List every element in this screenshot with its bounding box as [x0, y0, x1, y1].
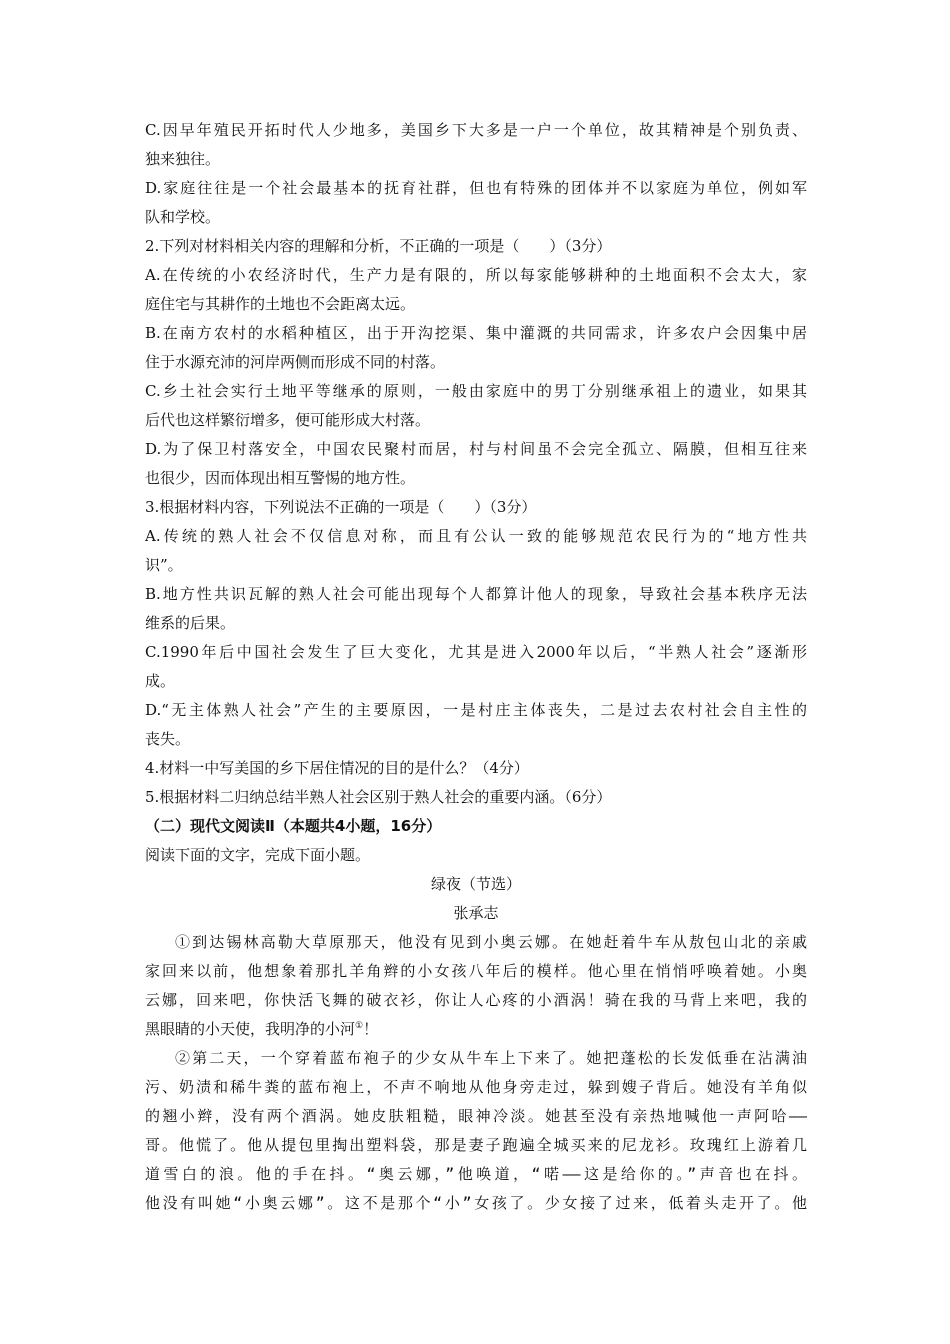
story-p2-line6: 他没有叫她“小奥云娜”。这不是那个“小”女孩了。少女接了过来，低着头走开了。他 [145, 1194, 807, 1212]
story-p1-line1: ①到达锡林高勒大草原那天，他没有见到小奥云娜。在她赶着牛车从敖包山北的亲戚 [175, 933, 807, 951]
story-p1-line2: 家回来以前，他想象着那扎羊角辫的小女孩八年后的模样。他心里在悄悄呼唤着她。小奥 [145, 962, 807, 980]
section-instruction: 阅读下面的文字，完成下面小题。 [145, 846, 371, 864]
story-p2-line5: 道雪白的浪。他的手在抖。“奥云娜，”他唤道，“喏——这是给你的。”声音也在抖。 [145, 1165, 807, 1183]
q4-question: 4.材料一中写美国的乡下居住情况的目的是什么？（4分） [145, 759, 529, 777]
q2-option-d-line2: 也很少，因而体现出相互警惕的地方性。 [145, 469, 416, 487]
q2-option-d-line1: D.为了保卫村落安全，中国农民聚村而居，村与村间虽不会完全孤立、隔膜，但相互往来 [145, 440, 807, 458]
story-p2-line1: ②第二天，一个穿着蓝布袍子的少女从牛车上下来了。她把蓬松的长发低垂在沾满油 [175, 1049, 807, 1067]
q3-option-b-line2: 维系的后果。 [145, 614, 236, 632]
q3-option-a-line2: 识”。 [145, 556, 183, 574]
exam-page [145, 116, 807, 1218]
q3-option-d-line1: D.“无主体熟人社会”产生的主要原因，一是村庄主体丧失，二是过去农村社会自主性的 [145, 701, 807, 719]
story-p1-line4 [145, 1015, 807, 1044]
q2-option-b-line1: B.在南方农村的水稻种植区，出于开沟挖渠、集中灌溉的共同需求，许多农户会因集中居 [145, 324, 807, 342]
q3-option-c-line2: 成。 [145, 672, 176, 690]
q2-option-a-line2: 庭住宅与其耕作的土地也不会距离太远。 [145, 295, 416, 313]
q2-option-c-line2: 后代也这样繁衍增多，便可能形成大村落。 [145, 411, 431, 429]
q2-option-a-line1: A.在传统的小农经济时代，生产力是有限的，所以每家能够耕种的土地面积不会太大，家 [145, 266, 807, 284]
footnote-marker[interactable]: ① [355, 1021, 364, 1031]
story-p1-line4-end: ！ [363, 1020, 379, 1038]
story-p2-line2: 污、奶渍和稀牛粪的蓝布袍上，不声不响地从他身旁走过，躲到嫂子背后。她没有羊角似 [145, 1078, 807, 1096]
story-author: 张承志 [453, 904, 499, 922]
q2-option-c-line1: C.乡土社会实行土地平等继承的原则，一般由家庭中的男丁分别继承祖上的遗业，如果其 [145, 382, 807, 400]
q3-stem: 3.根据材料内容，下列说法不正确的一项是（ ）（3分） [145, 498, 537, 516]
q2-stem: 2.下列对材料相关内容的理解和分析，不正确的一项是（ ）（3分） [145, 237, 612, 255]
q3-option-b-line1: B.地方性共识瓦解的熟人社会可能出现每个人都算计他人的现象，导致社会基本秩序无法 [145, 585, 807, 603]
q1-option-c-line1: C.因早年殖民开拓时代人少地多，美国乡下大多是一户一个单位，故其精神是个别负责、 [145, 121, 807, 139]
story-p2-line3: 的翘小辫，没有两个酒涡。她皮肤粗糙，眼神冷淡。她甚至没有亲热地喊他一声阿哈—— [145, 1107, 807, 1125]
q2-option-b-line2: 住于水源充沛的河岸两侧而形成不同的村落。 [145, 353, 446, 371]
section-heading: （二）现代文阅读Ⅱ（本题共4小题，16分） [145, 817, 442, 835]
q3-option-c-line1: C.1990年后中国社会发生了巨大变化，尤其是进入2000年以后，“半熟人社会”逐渐形 [145, 643, 807, 661]
story-p1-line4-text: 黑眼睛的小天使，我明净的小河 [145, 1020, 356, 1038]
story-title: 绿夜（节选） [430, 875, 521, 893]
q3-option-d-line2: 丧失。 [145, 730, 191, 748]
story-p1-line3: 云娜，回来吧，你快活飞舞的破衣衫，你让人心疼的小酒涡！骑在我的马背上来吧，我的 [145, 991, 807, 1009]
q1-option-d-line1: D.家庭往往是一个社会最基本的抚育社群，但也有特殊的团体并不以家庭为单位，例如军 [145, 179, 807, 197]
q3-option-a-line1: A.传统的熟人社会不仅信息对称，而且有公认一致的能够规范农民行为的“地方性共 [145, 527, 807, 545]
q5-question: 5.根据材料二归纳总结半熟人社会区别于熟人社会的重要内涵。（6分） [145, 788, 612, 806]
story-p2-line4: 哥。他慌了。他从提包里掏出塑料袋，那是妻子跑遍全城买来的尼龙衫。玫瑰红上游着几 [145, 1136, 807, 1154]
q1-option-d-line2: 队和学校。 [145, 208, 221, 226]
q1-option-c-line2: 独来独往。 [145, 150, 221, 168]
